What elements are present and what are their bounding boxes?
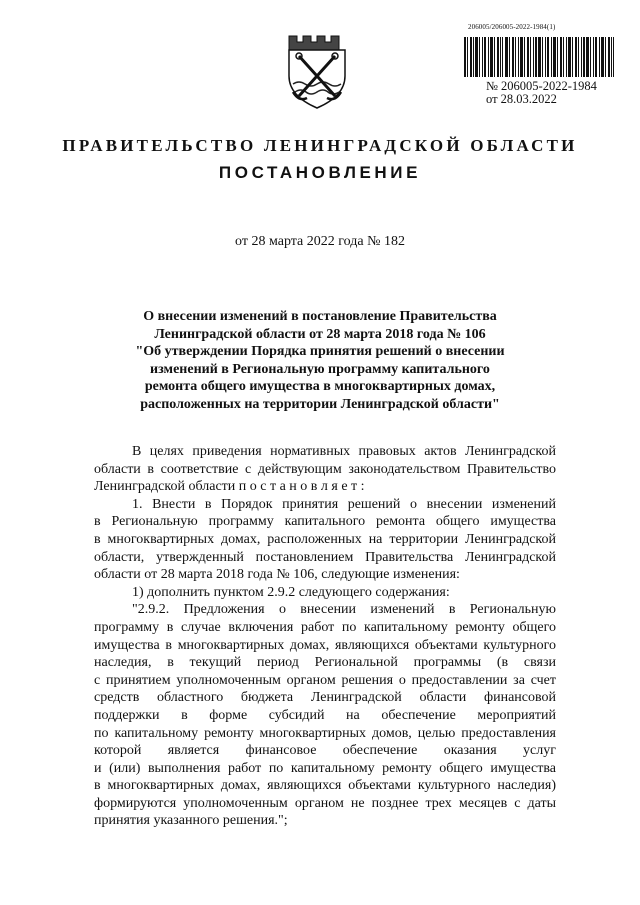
body-line: формируются уполномоченным органом не позднее трех месяцев с даты — [94, 795, 556, 811]
document-body — [94, 443, 556, 830]
heading-line: изменений в Региональную программу капитального — [150, 361, 490, 377]
body-line: 1) дополнить пунктом 2.9.2 следующего содержания: — [132, 584, 450, 600]
body-line: "2.9.2. Предложения о внесении изменений в Региональную — [132, 602, 556, 618]
body-line: Ленинградской области п о с т а н о в л я е т : — [94, 479, 365, 495]
body-line: которой является финансовое обеспечение оказания услуг — [94, 743, 556, 759]
body-line: в Региональную программу капитального ремонта общего имущества — [94, 514, 556, 530]
heading-line: Ленинградской области от 28 марта 2018 года № 106 — [154, 326, 486, 342]
body-line: области от 28 марта 2018 года № 106, следующие изменения: — [94, 567, 460, 583]
heading-line: расположенных на территории Ленинградской области" — [140, 396, 500, 412]
body-line: в многоквартирных домах, являющихся объектами культурного наследия) — [94, 778, 556, 794]
registration-number: № 206005-2022-1984 — [486, 79, 597, 93]
registration-code: 206005/206005-2022-1984(1) — [468, 23, 556, 31]
body-line: средств областного бюджета Ленинградской области финансовой — [94, 690, 556, 706]
government-title: ПРАВИТЕЛЬСТВО ЛЕНИНГРАДСКОЙ ОБЛАСТИ — [62, 136, 578, 155]
registration-date: от 28.03.2022 — [486, 92, 557, 106]
body-line: программу в случае включения работ по капитальному ремонту общего — [94, 619, 556, 635]
heading-line: О внесении изменений в постановление Правительства — [143, 309, 497, 324]
document-type: ПОСТАНОВЛЕНИЕ — [218, 163, 422, 182]
body-line: и (или) выполнения работ по капитальному ремонту общего имущества — [94, 760, 556, 776]
heading-line: "Об утверждении Порядка принятия решений о внесении — [135, 344, 505, 359]
document-date-number: от 28 марта 2022 года № 182 — [235, 234, 405, 249]
body-line: по капитальному ремонту многоквартирных домов, целью предоставления — [94, 725, 556, 741]
body-line: с принятием уполномоченным органом решения о предоставлении за счет — [94, 672, 556, 688]
registration-block — [486, 80, 597, 106]
body-line: области, утвержденный постановлением Правительства Ленинградской — [94, 549, 556, 565]
coat-of-arms-icon — [283, 30, 351, 110]
document-heading — [100, 308, 540, 413]
body-line: в многоквартирных домах, расположенных на территории Ленинградской — [94, 531, 556, 547]
body-line: принятия указанного решения."; — [94, 813, 288, 829]
body-line: области в соответствие с действующим законодательством Правительство — [94, 461, 556, 477]
heading-line: ремонта общего имущества в многоквартирных домах, — [144, 379, 496, 394]
body-line: имущества в многоквартирных домах, являющихся объектами культурного — [94, 637, 556, 653]
barcode-image — [464, 37, 614, 77]
body-line: поддержки в форме субсидий на обеспечение мероприятий — [94, 707, 556, 723]
body-line: 1. Внести в Порядок принятия решений о внесении изменений — [132, 496, 556, 512]
body-line: наследия, в текущий период Региональной программы (в связи — [94, 655, 556, 671]
body-line: В целях приведения нормативных правовых актов Ленинградской — [132, 444, 556, 459]
